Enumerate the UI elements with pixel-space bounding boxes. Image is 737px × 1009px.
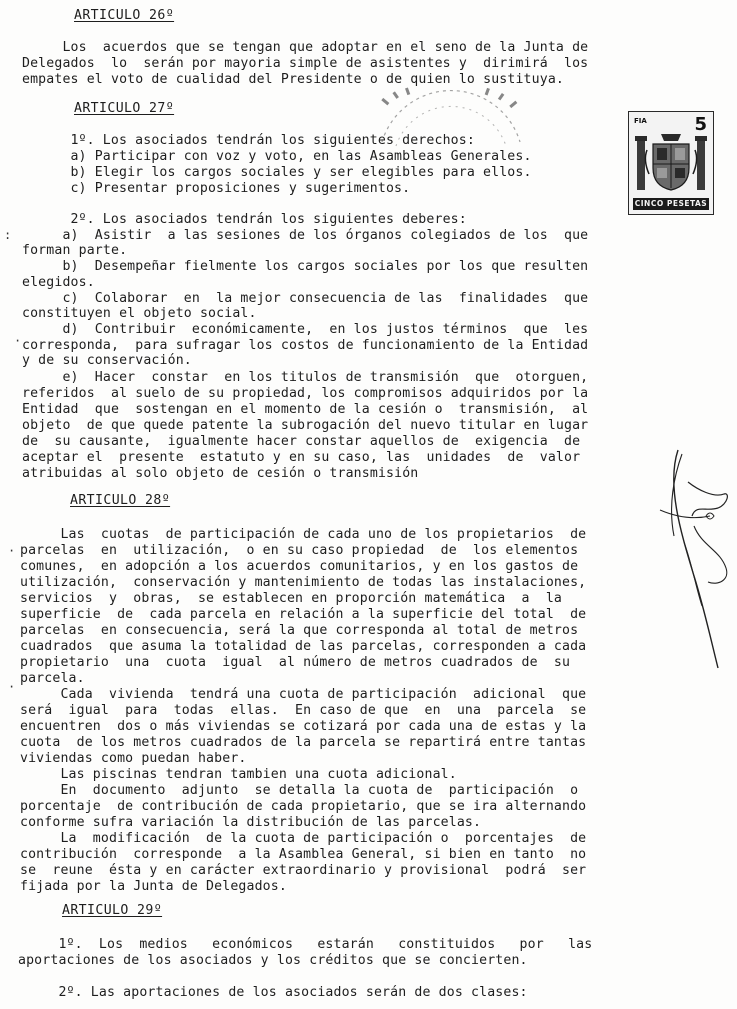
article-28-line: cuadrados que asuma la totalidad de las parcelas, corresponden a cada (20, 639, 587, 654)
article-27-line: 1º. Los asociados tendrán los siguientes derechos: (30, 133, 475, 148)
article-28-line: En documento adjunto se detalla la cuota de participación o (20, 783, 579, 798)
article-27-line: corresponda, para sufragar los costos de funcionamiento de la Entidad (22, 338, 589, 353)
margin-speck: : (4, 228, 12, 242)
article-27-line: b) Desempeñar fielmente los cargos sociales por los que resulten (22, 259, 589, 274)
margin-speck: · (8, 680, 16, 694)
article-26-line: empates el voto de cualidad del Presidente o de quien lo sustituya. (22, 72, 564, 87)
article-28-line: fijada por la Junta de Delegados. (20, 879, 287, 894)
circular-seal-icon (376, 84, 526, 154)
article-28-line: conforme sufra variación la distribución de las parcelas. (20, 815, 482, 830)
article-28-line: parcelas en utilización, o en su caso propiedad de los elementos (20, 543, 579, 558)
article-28-line: comunes, en adopción a los acuerdos comunitarios, y en los gastos de (20, 559, 579, 574)
margin-speck: · (14, 334, 22, 348)
coat-of-arms-icon (635, 130, 707, 196)
article-27-line: referidos al suelo de su propiedad, los compromisos adquiridos por la (22, 386, 589, 401)
article-27-heading: ARTICULO 27º (74, 101, 175, 116)
article-28-line: Las piscinas tendran tambien una cuota adicional. (20, 767, 457, 782)
article-28-line: propietario una cuota igual al número de metros cuadrados de su (20, 655, 571, 670)
article-27-line: e) Hacer constar en los titulos de transmisión que otorguen, (22, 370, 589, 385)
stamp-top-text: FIA (634, 117, 647, 125)
stamp-band-text: CINCO PESETAS (634, 199, 708, 208)
article-28-line: encuentren dos o más viviendas se cotizará por cada una de estas y la (20, 719, 587, 734)
article-27-line: aceptar el presente estatuto y en su caso, las unidades de valor (22, 450, 581, 465)
article-28-line: utilización, conservación y mantenimiento de todas las instalaciones, (20, 575, 587, 590)
article-27-line: 2º. Los asociados tendrán los siguientes deberes: (30, 212, 467, 227)
article-26-line: Los acuerdos que se tengan que adoptar en el seno de la Junta de (22, 40, 589, 55)
article-28-line: La modificación de la cuota de participación o porcentajes de (20, 831, 587, 846)
article-26-line: Delegados lo serán por mayoria simple de asistentes y dirimirá los (22, 56, 589, 71)
article-29-line: 1º. Los medios económicos estarán constituidos por las (18, 937, 593, 952)
article-28-heading: ARTICULO 28º (70, 493, 171, 508)
article-27-line: de su causante, igualmente hacer constar aquellos de exigencia de (22, 434, 581, 449)
article-27-line: y de su conservación. (22, 353, 192, 368)
signature-icon (648, 446, 734, 676)
article-29-line: 2º. Las aportaciones de los asociados serán de dos clases: (18, 985, 528, 1000)
article-29-heading: ARTICULO 29º (62, 903, 163, 918)
article-28-line: parcela. (20, 671, 85, 686)
article-29-line: aportaciones de los asociados y los créditos que se concierten. (18, 953, 528, 968)
article-27-line: b) Elegir los cargos sociales y ser elegibles para ellos. (30, 165, 532, 180)
article-28-line: porcentaje de contribución de cada propietario, que se ira alternando (20, 799, 587, 814)
article-27-line: constituyen el objeto social. (22, 306, 257, 321)
article-28-line: servicios y obras, se establecen en proporción matemática a la (20, 591, 562, 606)
article-28-line: Cada vivienda tendrá una cuota de participación adicional que (20, 687, 587, 702)
article-27-line: elegidos. (22, 275, 95, 290)
article-28-line: superficie de cada parcela en relación a la superficie del total de (20, 607, 587, 622)
article-27-line: objeto de que quede patente la subrogación del nuevo titular en lugar (22, 418, 589, 433)
fiscal-stamp (628, 111, 714, 215)
article-28-line: parcelas en consecuencia, será la que corresponda al total de metros (20, 623, 579, 638)
article-28-line: Las cuotas de participación de cada uno de los propietarios de (20, 527, 587, 542)
margin-speck: · (8, 544, 16, 558)
article-27-line: Entidad que sostengan en el momento de la cesión o transmisión, al (22, 402, 589, 417)
article-28-line: se reune ésta y en carácter extraordinario y provisional podrá ser (20, 863, 587, 878)
article-27-line: atribuidas al solo objeto de cesión o transmisión (22, 466, 419, 481)
article-27-line: c) Colaborar en la mejor consecuencia de las finalidades que (22, 291, 589, 306)
article-28-line: viviendas como puedan haber. (20, 751, 247, 766)
article-27-line: c) Presentar proposiciones y sugerimentos. (30, 181, 411, 196)
article-28-line: cuota de los metros cuadrados de la parcela se repartirá entre tantas (20, 735, 587, 750)
article-26-heading: ARTICULO 26º (74, 8, 175, 23)
article-27-line: a) Asistir a las sesiones de los órganos colegiados de los que (22, 228, 589, 243)
article-27-line: a) Participar con voz y voto, en las Asambleas Generales. (30, 149, 532, 164)
article-28-line: será igual para todas ellas. En caso de que en una parcela se (20, 703, 587, 718)
stamp-denomination: 5 (694, 114, 707, 135)
article-27-line: d) Contribuir económicamente, en los justos términos que les (22, 322, 589, 337)
article-28-line: contribución corresponde a la Asamblea General, si bien en tanto no (20, 847, 587, 862)
article-27-line: forman parte. (22, 243, 128, 258)
